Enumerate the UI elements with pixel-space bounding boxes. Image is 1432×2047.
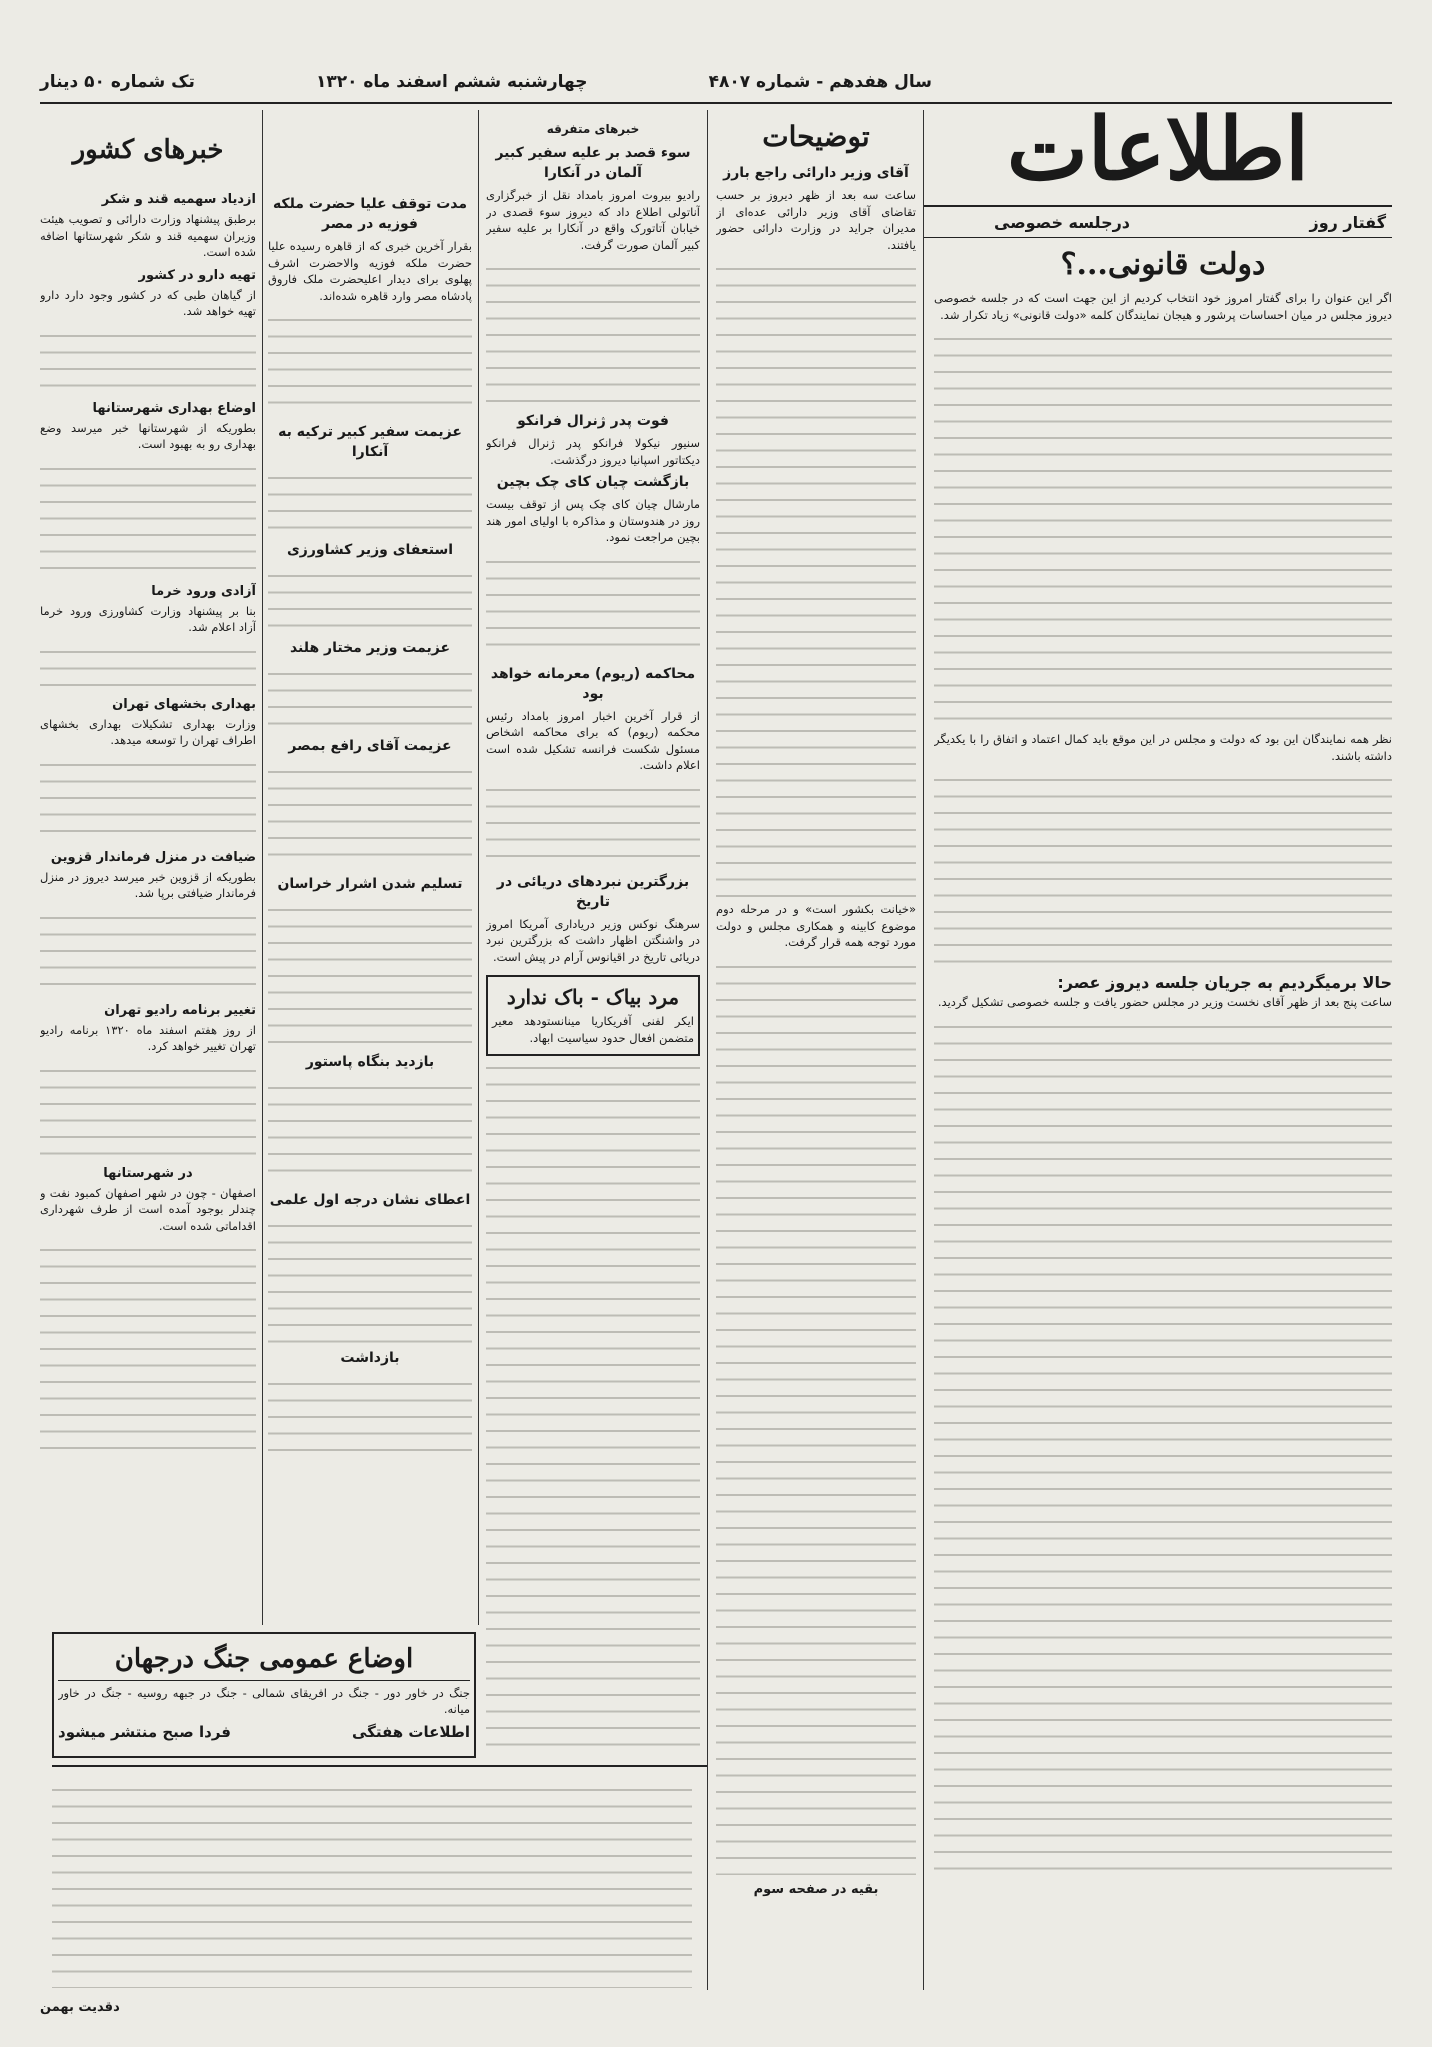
center-news-text-block [268,1372,472,1452]
domestic-text-block [40,640,256,690]
center-news-text-block [268,466,472,536]
editorial-subheading: حالا برمیگردیم به جریان جلسه دیروز عصر: [1057,973,1392,992]
explanations-text-block [716,955,916,1875]
masthead-subhead [924,205,1392,238]
column-rule [478,110,479,1625]
explanations-title: توضیحات [762,120,870,153]
explanations-subtitle: آقای وزیر دارائی راجع بارز [723,165,909,181]
column-rule [923,110,924,1990]
column-special: درجلسه خصوصی [994,212,1131,232]
column-rule [262,110,263,1625]
editorial-text-block [934,1015,1392,1875]
year-issue: سال هفدهم - شماره ۴۸۰۷ [708,72,932,92]
center-news-heading: عزیمت آقای رافع بمصر [288,738,452,754]
explanations-paragraph: «خیانت بکشور است» و در مرحله دوم موضوع کابینه و همکاری مجلس و دولت مورد توجه همه قرار گرفت. [716,902,916,949]
ad-text-block [52,1778,692,1988]
boxed-article [486,975,700,1056]
domestic-item-text: وزارت بهداری تشکیلات بهداری بخشهای اطراف تهران را توسعه میدهد. [40,716,256,747]
misc-news-text: رادیو بیروت امروز بامداد نقل از خبرگزاری آناتولی اطلاع داد که دیروز سوء قصدی در خیابان آتاتورک واقع در آنکارا بر علیه سفیر کبیر آلمان صورت گرفت. [486,188,700,252]
misc-news-column [486,115,700,1990]
column-rule [707,110,708,1990]
top-info-bar [40,62,1392,104]
explanations-paragraph: ساعت سه بعد از ظهر دیروز بر حسب تقاضای آقای وزیر دارائی عده‌ای از مدیران جراید در وزارت دارائی حضور یافتند. [716,188,916,252]
center-news-text-block [268,760,472,870]
misc-news-text-block [486,778,700,868]
center-news-heading: تسلیم شدن اشرار خراسان [277,876,463,892]
domestic-text-block [40,1238,256,1458]
misc-news-title: فوت پدر ژنرال فرانکو [517,413,669,429]
domestic-item-text: از گیاهان طبی که در کشور وجود دارد دارو تهیه خواهد شد. [40,287,256,318]
domestic-item-text: بطوریکه از قزوین خبر میرسد دیروز در منزل فرماندار ضیافتی برپا شد. [40,869,256,900]
center-news-heading: اعطای نشان درجه اول علمی [269,1192,471,1208]
domestic-item-text: اصفهان - چون در شهر اصفهان کمبود نفت و چندلر بوجود آمده است از طرف شهرداری اقداماتی شده است. [40,1185,256,1233]
masthead: اطلاعات [1006,99,1310,200]
boxed-article-title: مرد بیاک - باک ندارد [506,985,680,1009]
horizontal-rule [52,1765,707,1767]
domestic-news-title: خبرهای کشور [72,135,224,165]
editorial-paragraph: اگر این عنوان را برای گفتار امروز خود انتخاب کردیم از این جهت است که در جلسه خصوصی دیروز مجلس در میان احساسات پرشور و هیجان نمایندگان کلمه «دولت قانونی» زیاد تکرار شد. [934,291,1392,322]
issue-date: چهارشنبه ششم اسفند ماه ۱۳۲۰ [315,72,588,92]
domestic-item-title: ضیافت در منزل فرماندار قزوین [50,849,256,865]
domestic-item-text: بنا بر پیشنهاد وزارت کشاورزی ورود خرما آزاد اعلام شد. [40,603,256,634]
boxed-article-text: ایکر لفنی آفریکاریا مینانستودهد معیر متضمن افعال حدود سیاسیت ابهاد. [492,1014,694,1045]
center-news-heading: عزیمت سفیر کبیر ترکیه به آنکارا [278,424,462,460]
editorial-text-block [934,768,1392,968]
domestic-item-title: در شهرستانها [103,1165,193,1181]
misc-news-text-block [486,550,700,660]
misc-news-text: مارشال چیان کای چک پس از توقف بیست روز در هندوستان و مذاکره با اولیای امور هند بچین مراجعت نمود. [486,497,700,544]
domestic-text-block [40,324,256,394]
war-box-footer [58,1723,470,1741]
war-box-text: جنگ در خاور دور - جنگ در افریقای شمالی - جنگ در جبهه روسیه - جنگ در خاور میانه. [58,1686,470,1716]
domestic-item-text: از روز هفتم اسفند ماه ۱۳۲۰ برنامه رادیو تهران تغییر خواهد کرد. [40,1022,256,1053]
war-box-footer-text: فردا صبح منتشر میشود [58,1723,231,1741]
misc-news-title: بزرگترین نبردهای دریائی در تاریخ [496,873,690,910]
misc-news-text-block [486,257,700,407]
domestic-item-title: ازدیاد سهمیه قند و شکر [101,192,256,207]
center-news-text-block [268,1214,472,1344]
misc-news-text: سرهنگ نوکس وزیر دریاداری آمریکا امروز در واشنگتن اظهار داشت که بزرگترین نبرد دریائی تاریخ در اقیانوس آرام در پیش است. [486,916,700,964]
center-news-text-block [268,1076,472,1186]
center-news-text-block [268,662,472,732]
column-label: گفتار روز [1309,212,1386,232]
editorial-paragraph: نظر همه نمایندگان این بود که دولت و مجلس در این موقع باید کمال اعتماد و اتفاق را با یکدیگر داشته باشند. [934,732,1392,763]
misc-news-text: از قرار آخرین اخبار امروز بامداد رئیس محکمه (ریوم) که برای محاکمه اشخاص مسئول شکست فرانسه تشکیل شده است اعلام داشت. [486,708,700,772]
domestic-item-title: اوضاع بهداری شهرستانها [92,400,256,416]
editorial-column [934,240,1392,1990]
domestic-item-title: تهیه دارو در کشور [138,267,256,283]
editorial-paragraph: ساعت پنج بعد از ظهر آقای نخست وزیر در مجلس حضور یافت و جلسه خصوصی تشکیل گردید. [937,995,1392,1009]
misc-news-text-block [486,1056,700,1756]
misc-news-text: سنیور نیکولا فرانکو پدر ژنرال فرانکو دیکتاتور اسپانیا دیروز درگذشت. [486,436,700,467]
domestic-text-block [40,457,256,577]
domestic-text-block [40,906,256,996]
explanations-column [716,115,916,1990]
misc-news-title: بازگشت چیان کای چک بچین [496,474,690,490]
war-box [52,1632,476,1758]
center-news-heading: عزیمت وزیر مختار هلند [289,640,451,656]
domestic-news-column [40,115,256,1625]
continued-note: بقیه در صفحه سوم [753,1881,879,1897]
war-box-title: اوضاع عمومی جنگ درجهان [58,1638,470,1681]
misc-news-label: خبرهای متفرقه [546,122,640,136]
editorial-text-block [934,327,1392,727]
misc-news-title: سوء قصد بر علیه سفیر کبیر آلمان در آنکارا [495,145,691,181]
center-news-column [268,190,472,1620]
domestic-text-block [40,1059,256,1159]
issue-price: تک شماره ۵۰ دینار [40,72,195,92]
center-news-heading: بازداشت [340,1350,400,1366]
domestic-item-title: تغییر برنامه رادیو تهران [104,1002,256,1018]
bottom-credit: دقدیت بهمن [40,2000,120,2015]
domestic-item-title: بهداری بخشهای تهران [112,696,256,712]
center-news-text-block [268,308,472,418]
center-news-heading: بازدید بنگاه پاستور [305,1054,435,1070]
center-news-heading: استعفای وزیر کشاورزی [286,542,454,558]
war-box-label: اطلاعات هفتگی [351,1723,470,1741]
center-news-text: بقرار آخرین خبری که از قاهره رسیده علیا حضرت ملکه فوزیه والاحضرت اشرف پهلوی برای دیدار اعلیحضرت ملک فاروق پادشاه مصر وارد قاهره شده‌اند. [268,239,472,303]
domestic-item-text: برطبق پیشنهاد وزارت دارائی و تصویب هیئت وزیران سهمیه قند و شکر شهرستانها اضافه شده است. [40,212,256,259]
domestic-text-block [40,753,256,843]
editorial-title: دولت قانونی...؟ [1060,247,1266,282]
center-news-text-block [268,898,472,1048]
misc-news-title: محاکمه (ریوم) معرمانه خواهد بود [490,665,696,702]
explanations-text-block [716,257,916,897]
domestic-item-title: آزادی ورود خرما [151,583,256,599]
center-news-text-block [268,564,472,634]
domestic-item-text: بطوریکه از شهرستانها خبر میرسد وضع بهداری رو به بهبود است. [40,420,256,451]
center-news-title: مدت توقف علیا حضرت ملکه فوزیه در مصر [272,196,468,232]
